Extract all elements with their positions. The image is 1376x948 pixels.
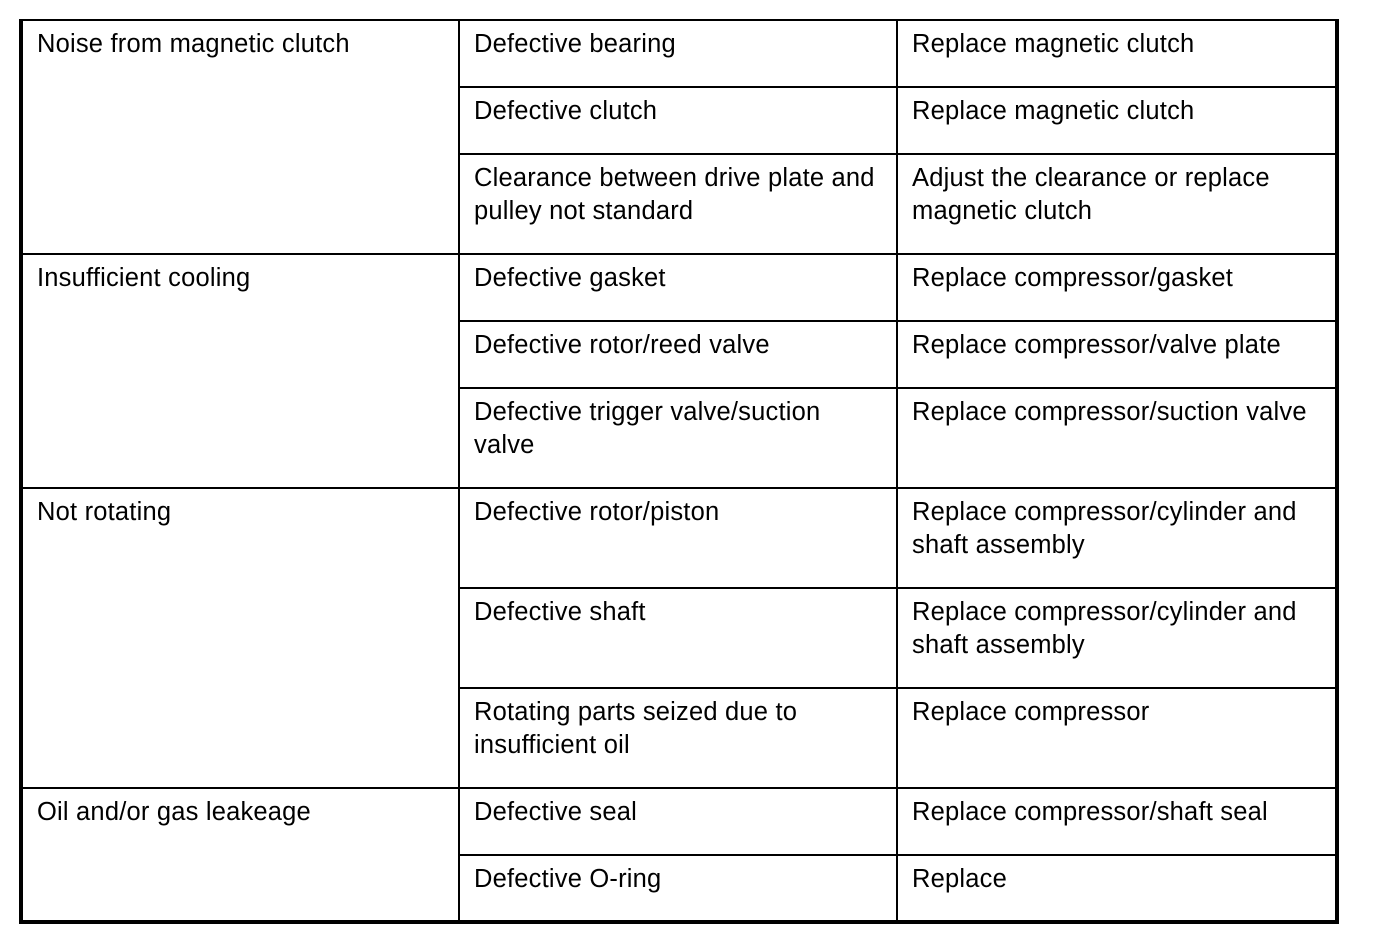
remedy-cell: Replace bbox=[897, 855, 1337, 922]
remedy-cell: Replace compressor bbox=[897, 688, 1337, 788]
cause-cell: Defective rotor/reed valve bbox=[459, 321, 897, 388]
cause-cell: Defective gasket bbox=[459, 254, 897, 321]
cause-cell: Defective trigger valve/suction valve bbox=[459, 388, 897, 488]
cause-cell: Defective shaft bbox=[459, 588, 897, 688]
remedy-cell: Replace magnetic clutch bbox=[897, 20, 1337, 87]
cause-cell: Clearance between drive plate and pulley not standard bbox=[459, 154, 897, 254]
symptom-cell: Not rotating bbox=[21, 488, 459, 788]
remedy-cell: Replace magnetic clutch bbox=[897, 87, 1337, 154]
cause-cell: Defective clutch bbox=[459, 87, 897, 154]
symptom-cell: Oil and/or gas leakeage bbox=[21, 788, 459, 922]
troubleshooting-table bbox=[19, 19, 1339, 924]
remedy-cell: Adjust the clearance or replace magnetic clutch bbox=[897, 154, 1337, 254]
cause-cell: Defective rotor/piston bbox=[459, 488, 897, 588]
cause-cell: Rotating parts seized due to insufficient oil bbox=[459, 688, 897, 788]
table-body bbox=[21, 20, 1337, 922]
table-row bbox=[21, 788, 1337, 855]
cause-cell: Defective seal bbox=[459, 788, 897, 855]
remedy-cell: Replace compressor/valve plate bbox=[897, 321, 1337, 388]
remedy-cell: Replace compressor/suction valve bbox=[897, 388, 1337, 488]
symptom-cell: Insufficient cooling bbox=[21, 254, 459, 488]
cause-cell: Defective O-ring bbox=[459, 855, 897, 922]
symptom-cell: Noise from magnetic clutch bbox=[21, 20, 459, 254]
remedy-cell: Replace compressor/shaft seal bbox=[897, 788, 1337, 855]
remedy-cell: Replace compressor/cylinder and shaft assembly bbox=[897, 588, 1337, 688]
table-row bbox=[21, 20, 1337, 87]
remedy-cell: Replace compressor/cylinder and shaft assembly bbox=[897, 488, 1337, 588]
table-row bbox=[21, 254, 1337, 321]
cause-cell: Defective bearing bbox=[459, 20, 897, 87]
table-row bbox=[21, 488, 1337, 588]
remedy-cell: Replace compressor/gasket bbox=[897, 254, 1337, 321]
